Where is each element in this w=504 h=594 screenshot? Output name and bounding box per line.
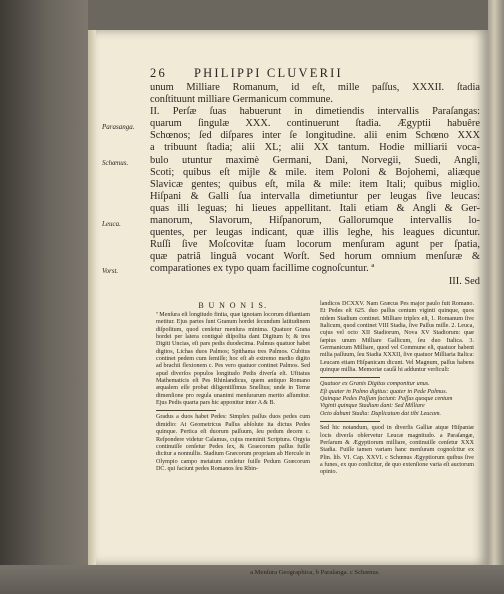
author-title: PHILIPPI CLUVERII — [194, 66, 343, 80]
verse-line: Viginti quinque Stadium dant: Sed Milliare — [320, 403, 425, 410]
commentary-paragraph: Sed hic notandum, quod in diverſis Galliæ atque Hiſpaniæ locis diverſa obſervetur Leucæ magnitudo. a Paraſangæ, Perſarum & Ægyptiorum milliare, continuiſſe cenſetur XXX Stadia. Fuiſſe tamen variam hanc menſuram cognoſcitur ex Plin. lib. VI. Cap. XXVI. c Schœnus Ægyptiorum quibus ſive a funes, ex quo conſicitur, de quo extenſione varia eſt auctorum opinio. — [320, 425, 474, 476]
verse-line: Quatuor ex Granis Digitus componitur unus. — [320, 381, 430, 388]
main-line: Hiſpani & Galli ſua intervalla dimetiuntur per leugas ſive leucas: — [150, 190, 480, 202]
main-line: Ruſſi ſive Moſcovitæ ſuam locorum menſuram agunt per ſpatia, — [150, 239, 480, 251]
margin-note-parasanga: Parasanga. — [102, 123, 135, 131]
main-line: II. Perſæ ſuas habuerunt in dimetiendis intervallis Paraſangas: — [150, 106, 480, 118]
commentary-paragraph: ª Menſura eſt longitudo finita, quæ ignotam locorum diſtantiam metitur. Ejus partes ſunt Granum hordei ſecundum latitudinem diſpoſitum, quod cenſetur menſura minima. Quatuor Grana hordei per latera contiguè diſpoſita dant Digitum b; & tres Digiti Uncias, eſt pars pedis duodecima. Palmus quatuor habet digitos, Lichas duos Palmos; Spithama tres Palmos. Cubitus continet pedem cum ſemiſſe; hoc eſt ab extremo medio digito ad brachii flexionem c. Pes vero quatuor continet Palmos. Sed apud diverſos populos longitudo Pedis diverſa eſt. Ufitatus Mathematicis eſt Pes Rhinlandicus, quem antiquo Romano æqualem eſſe probat diligentiſſimus Snellius; unde in Terræ dimenſione pro regula unanimi menſurarum merito aſſumitur. Ejus Pedis quarta pars hic apponitur inter A & B. — [156, 312, 310, 407]
commentary-paragraph: Gradus a duos habet Pedes: Simplex paſſus duos pedes cum dimidio: At Geometricus Paſſus abſolute ita dictus Pedes quinque. Pertica eſt duorum paſſuum, ſeu pedum decem c. Reſpondere videtur Calamus, cujus meminit Scriptura. Orgyia continuiſſe cenſetur Pedes ſex, & Graecorum paſſus fuiſſe dicitur a nonnullis. Stadium Græcorum propriam ab Hercule in Olympio campo metatum cenſetur fuiſſe Pedum Græcorum DC. qui faciunt pedes Romanos ſeu Rhin- — [156, 414, 310, 472]
main-line: Slavicæ gentes; quibus eſt, mila & mile: item Itali; quibus miglio. — [150, 178, 480, 190]
running-head — [150, 66, 480, 80]
main-line: bulo utuntur maximè Germani, Dani, Norvegii, Suedi, Angli, — [150, 154, 480, 166]
main-line: unum Milliare Romanum, id eſt, mille paſſus, XXXII. ſtadia — [150, 82, 480, 93]
main-line: Scoti; quibus eſt mijle & mile. item Poloni & Bojohemi, aliæque — [150, 166, 480, 178]
main-line: conſtituunt milliare Germanicum commune. — [150, 94, 333, 106]
main-text-block — [150, 82, 480, 288]
page-number: 26 — [150, 66, 167, 80]
verse-line: Quinque Pedes Paſſum faciunt: Paſſus quoque centum — [320, 396, 453, 403]
catchword: III. Sed — [448, 275, 480, 287]
margin-note-leuca: Leuca. — [102, 220, 121, 228]
commentary-heading: B U N O N I S. — [198, 301, 268, 310]
main-line: quæ patriâ linguâ vocant Worſt. Sed horum omnium menſuræ & — [150, 251, 480, 263]
main-line: comparationes ex typo quam facillime cognoſcuntur. ª — [150, 263, 375, 275]
main-line: quentes, per leugas indicant, quæ illis leghe, his leagues dicuntur. — [150, 227, 480, 239]
verse-line: Eſt quater in Palmo digitus: quater in Pede Palmus. — [320, 388, 448, 395]
left-background — [0, 0, 88, 594]
book-page — [96, 30, 488, 576]
divider — [320, 377, 380, 378]
margin-note-schoenus: Schœnus. — [102, 159, 129, 167]
main-line: quas illi leguas; hi lieues appellitant. Itali etiam & Angli & Ger- — [150, 202, 480, 214]
verse-line: Octo dabunt Stadia: Duplicatum dat tibi Leucam. — [320, 410, 442, 417]
main-line: quarum ſingulæ XXX. continuerunt ſtadia. Ægyptii habuêre — [150, 118, 480, 130]
commentary-paragraph: landicos DCXXV. Nam Græcus Pes major paulo fuit Romano. Et Pedes eſt 625. duo paſſus centum viginti quinque, quos nidem Stadium continet. Milliare triplex eſt, 1. Romanum ſive Italicum, quod continet VIII Stadia, ſive Paſſus mille. 2. Leuca, cujus vel octo XII Stadiorum, Nova XV Stadiorum: quæ ſæpius unum Milliare Gallicum, ſeu duo Italica. 3. Germanicum Milliare, quod vel Commune eſt, quatuor habent milia paſſuum, ſeu Stadia XXXII, ſive quatuor Milliaria Italica: Leucam etiam Hiſpanicam dicunt. Vel Magnum, paſſus habens quinque millia. Memoriæ cauſâ hi adduntur verſiculi: — [320, 301, 474, 374]
divider — [320, 421, 380, 422]
margin-note-vorst: Vorst. — [102, 267, 119, 275]
main-line: a tribuunt ſtadia; alii XL; alii XX tantum. Hodie milliarii voca- — [150, 142, 480, 154]
footnotes: a Menſura Geographica, b Paraſanga. c Schœnus. — [250, 569, 380, 576]
main-line: manorum, Slavorum, Hiſpanorum, Gallorumque intervallis lo- — [150, 215, 480, 227]
commentary-right-column — [320, 301, 474, 477]
right-page-edge — [488, 0, 504, 594]
commentary-left-column — [156, 301, 310, 473]
main-line: Schœnos; ſed diſpares inter ſe longitudine. alii enim Schœno XXX — [150, 130, 480, 142]
divider — [156, 410, 216, 411]
